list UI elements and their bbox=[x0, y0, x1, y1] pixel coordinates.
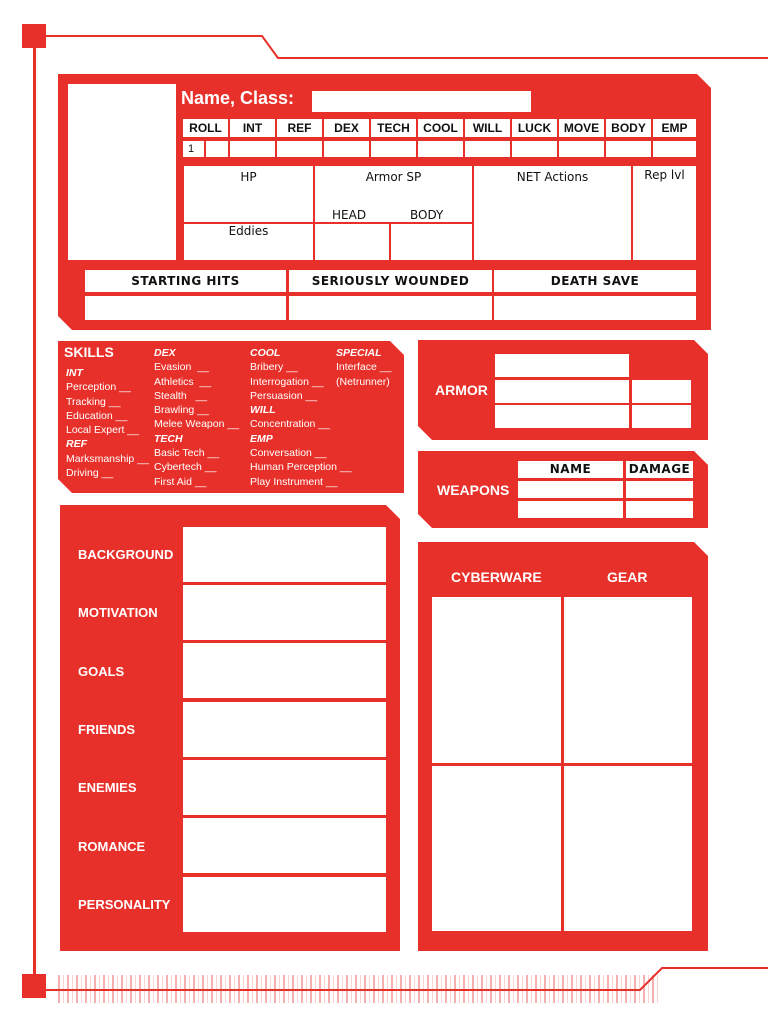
armor-row-1[interactable] bbox=[495, 354, 629, 377]
cyberware-box-1[interactable] bbox=[432, 597, 561, 763]
skills-column-dex-tech bbox=[154, 346, 239, 489]
weapon-row-1-name[interactable] bbox=[518, 481, 623, 498]
skill-item[interactable]: Marksmanship __ bbox=[66, 452, 149, 465]
stat-value-emp[interactable] bbox=[653, 141, 696, 157]
stat-value-roll-2[interactable] bbox=[206, 141, 228, 157]
motivation-input[interactable] bbox=[183, 585, 386, 640]
weapon-row-1-damage[interactable] bbox=[626, 481, 693, 498]
personality-label: PERSONALITY bbox=[78, 897, 171, 912]
armor-sp-label: Armor SP bbox=[365, 170, 422, 184]
background-label: BACKGROUND bbox=[78, 547, 174, 562]
stat-value-ref[interactable] bbox=[277, 141, 322, 157]
skill-item[interactable]: Driving __ bbox=[66, 467, 114, 480]
armor-row-3-sp[interactable] bbox=[632, 405, 691, 428]
stat-value-dex[interactable] bbox=[324, 141, 369, 157]
weapons-name-header-label: NAME bbox=[549, 462, 592, 476]
gear-label: GEAR bbox=[607, 569, 648, 585]
armor-head-input[interactable] bbox=[315, 224, 389, 260]
hp-box[interactable] bbox=[184, 166, 313, 222]
armor-label: ARMOR bbox=[435, 382, 488, 398]
weapon-row-2-name[interactable] bbox=[518, 501, 623, 518]
friends-label: FRIENDS bbox=[78, 722, 136, 737]
stat-value-luck[interactable] bbox=[512, 141, 557, 157]
weapons-name-header bbox=[518, 461, 623, 478]
skill-item[interactable]: Education __ bbox=[66, 409, 128, 422]
enemies-input[interactable] bbox=[183, 760, 386, 815]
stat-value-will[interactable] bbox=[465, 141, 510, 157]
stat-header-int: INT bbox=[230, 119, 275, 137]
rep-lvl-box[interactable] bbox=[633, 166, 696, 260]
personality-input[interactable] bbox=[183, 877, 386, 932]
gear-box-2[interactable] bbox=[564, 766, 692, 931]
net-actions-label: NET Actions bbox=[516, 170, 589, 184]
skill-item[interactable]: Human Perception __ bbox=[250, 461, 352, 474]
armor-head-label: HEAD bbox=[332, 208, 367, 222]
skill-item[interactable]: Play Instrument __ bbox=[250, 475, 338, 488]
eddies-label: Eddies bbox=[228, 224, 269, 238]
frame-top-marker bbox=[22, 24, 46, 48]
cyberware-box-2[interactable] bbox=[432, 766, 561, 931]
goals-input[interactable] bbox=[183, 643, 386, 698]
skill-category-tech: TECH bbox=[154, 432, 183, 445]
hp-label: HP bbox=[240, 170, 257, 184]
skill-item[interactable]: Evasion __ bbox=[154, 361, 209, 374]
romance-label: ROMANCE bbox=[78, 839, 146, 854]
skill-item[interactable]: Concentration __ bbox=[250, 418, 330, 431]
armor-row-3[interactable] bbox=[495, 405, 629, 428]
stat-value-cool[interactable] bbox=[418, 141, 463, 157]
stat-header-will: WILL bbox=[465, 119, 510, 137]
armor-body-label: BODY bbox=[410, 208, 444, 222]
frame-left-line bbox=[33, 26, 36, 994]
stat-header-roll: ROLL bbox=[183, 119, 228, 137]
skill-category-ref: REF bbox=[66, 438, 87, 451]
death-save-input[interactable] bbox=[494, 296, 696, 320]
bottom-noise-strip bbox=[58, 975, 658, 1003]
stat-value-int[interactable] bbox=[230, 141, 275, 157]
stat-value-roll-1[interactable]: 1 bbox=[183, 141, 204, 157]
skill-item[interactable]: Stealth __ bbox=[154, 389, 208, 402]
weapons-damage-header bbox=[626, 461, 693, 478]
starting-hits-label: STARTING HITS bbox=[131, 274, 240, 288]
weapons-damage-header-label: DAMAGE bbox=[628, 462, 691, 476]
name-class-label: Name, Class: bbox=[181, 88, 295, 108]
frame-bottom-marker bbox=[22, 974, 46, 998]
gear-box-1[interactable] bbox=[564, 597, 692, 763]
stat-value-move[interactable] bbox=[559, 141, 604, 157]
stat-header-cool: COOL bbox=[418, 119, 463, 137]
skill-category-dex: DEX bbox=[154, 347, 176, 359]
skill-item[interactable]: Athletics __ bbox=[154, 375, 212, 388]
cyberware-label: CYBERWARE bbox=[451, 569, 542, 585]
stat-header-move: MOVE bbox=[559, 119, 604, 137]
eddies-box[interactable] bbox=[184, 224, 313, 260]
armor-sp-box bbox=[315, 166, 472, 222]
stat-value-body[interactable] bbox=[606, 141, 651, 157]
portrait-box[interactable] bbox=[68, 84, 176, 260]
skill-category-special: SPECIAL bbox=[336, 347, 382, 359]
skill-item[interactable]: Interrogation __ bbox=[250, 375, 324, 388]
friends-input[interactable] bbox=[183, 702, 386, 757]
net-actions-box[interactable] bbox=[474, 166, 631, 260]
goals-label: GOALS bbox=[78, 664, 125, 679]
starting-hits-input[interactable] bbox=[85, 296, 286, 320]
starting-hits-header bbox=[85, 270, 286, 292]
motivation-label: MOTIVATION bbox=[78, 605, 158, 620]
skill-item[interactable]: Cybertech __ bbox=[154, 461, 217, 474]
skill-category-emp: EMP bbox=[250, 432, 273, 445]
skill-item[interactable]: Brawling __ bbox=[154, 404, 209, 417]
enemies-label: ENEMIES bbox=[78, 780, 137, 795]
skills-column-special bbox=[336, 346, 391, 389]
skill-item[interactable]: Interface __ bbox=[336, 361, 392, 374]
skill-item[interactable]: Melee Weapon __ bbox=[154, 418, 240, 431]
skill-item[interactable]: Bribery __ bbox=[250, 361, 298, 374]
seriously-wounded-label: SERIOUSLY WOUNDED bbox=[311, 274, 470, 288]
stat-header-dex: DEX bbox=[324, 119, 369, 137]
skill-item[interactable]: First Aid __ bbox=[154, 475, 207, 488]
skill-item[interactable]: Local Expert __ bbox=[66, 424, 139, 437]
skills-column-int-ref bbox=[66, 366, 149, 480]
background-input[interactable] bbox=[183, 527, 386, 582]
stat-header-emp: EMP bbox=[653, 119, 696, 137]
skill-item[interactable]: Basic Tech __ bbox=[154, 447, 220, 460]
rep-lvl-label: Rep lvl bbox=[644, 168, 685, 182]
stat-header-ref: REF bbox=[277, 119, 322, 137]
skill-category-will: WILL bbox=[250, 404, 276, 417]
romance-input[interactable] bbox=[183, 818, 386, 873]
armor-body-input[interactable] bbox=[391, 224, 472, 260]
stat-header-luck: LUCK bbox=[512, 119, 557, 137]
skill-item[interactable]: Persuasion __ bbox=[250, 389, 318, 402]
stat-header-body: BODY bbox=[606, 119, 651, 137]
skills-title: SKILLS bbox=[64, 344, 114, 360]
skill-item[interactable]: Conversation __ bbox=[250, 447, 327, 460]
seriously-wounded-header bbox=[289, 270, 492, 292]
name-class-input[interactable] bbox=[312, 91, 531, 112]
stat-header-tech: TECH bbox=[371, 119, 416, 137]
skill-category-int: INT bbox=[66, 367, 83, 379]
armor-row-2-sp[interactable] bbox=[632, 380, 691, 403]
weapon-row-2-damage[interactable] bbox=[626, 501, 693, 518]
armor-row-2[interactable] bbox=[495, 380, 629, 403]
stat-value-tech[interactable] bbox=[371, 141, 416, 157]
skill-item[interactable]: Perception __ bbox=[66, 381, 131, 394]
weapons-label: WEAPONS bbox=[437, 482, 510, 498]
seriously-wounded-input[interactable] bbox=[289, 296, 492, 320]
death-save-label: DEATH SAVE bbox=[550, 274, 640, 288]
skill-item[interactable]: Tracking __ bbox=[66, 395, 121, 408]
death-save-header bbox=[494, 270, 696, 292]
skill-item[interactable]: (Netrunner) bbox=[336, 375, 390, 388]
skill-category-cool: COOL bbox=[250, 347, 281, 359]
